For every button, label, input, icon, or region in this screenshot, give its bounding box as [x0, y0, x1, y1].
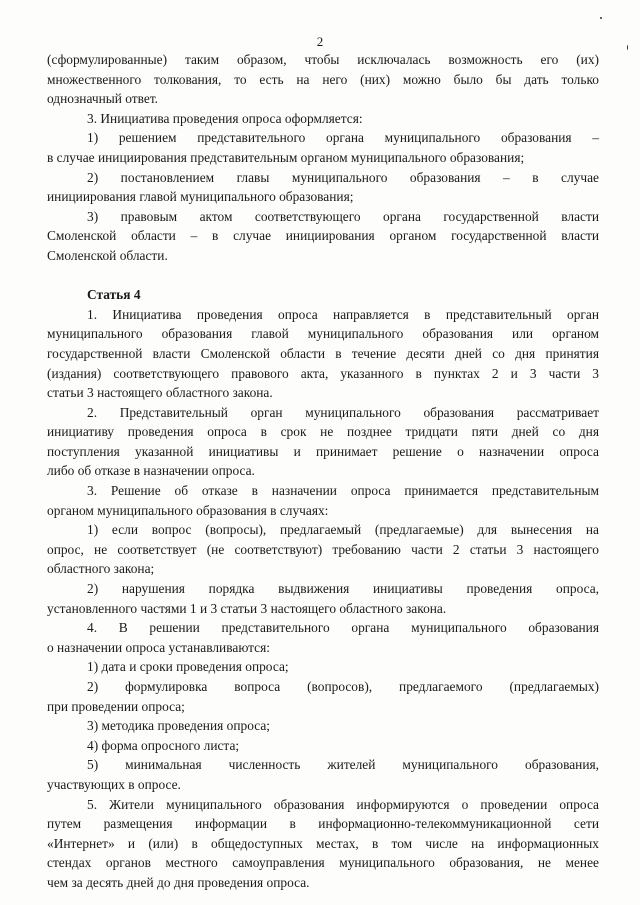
paragraph-line: инициирования главой муниципального образования;: [47, 189, 354, 205]
paragraph-line: однозначный ответ.: [47, 91, 159, 107]
paragraph-line: о назначении опроса устанавливаются:: [47, 639, 270, 655]
paragraph-line: 3. Инициатива проведения опроса оформляется:: [87, 110, 363, 126]
paragraph-line: 2) формулировка вопроса (вопросов), предлагаемого (предлагаемых): [87, 679, 599, 694]
document-body: [47, 50, 599, 893]
paragraph-line: Смоленской области – в случае инициирования органом государственной власти: [47, 228, 599, 244]
paragraph-line: в случае инициирования представительным органом муниципального образования;: [47, 149, 525, 165]
paragraph-line: 2) нарушения порядка выдвижения инициативы проведения опроса,: [87, 581, 599, 597]
paragraph-line: 1. Инициатива проведения опроса направляется в представительный орган: [87, 306, 599, 322]
paragraph-line: областного закона;: [47, 561, 155, 577]
paragraph-line: органом муниципального образования в случаях:: [47, 502, 329, 518]
paragraph-line: путем размещения информации в информационно-телекоммуникационной сети: [47, 816, 599, 832]
paragraph-line: государственной власти Смоленской области в течение десяти дней со дня принятия: [47, 345, 599, 361]
paragraph-line: Смоленской области.: [47, 247, 168, 263]
paragraph-line: 4. В решении представительного органа муниципального образования: [87, 620, 599, 636]
paragraph-line: 5. Жители муниципального образования информируются о проведении опроса: [87, 796, 599, 812]
paragraph-line: 1) если вопрос (вопросы), предлагаемый (предлагаемые) для вынесения на: [87, 522, 599, 538]
page-number: 2: [316, 34, 324, 49]
paragraph-line: (издания) соответствующего правового акта, указанного в пунктах 2 и 3 части 3: [47, 365, 599, 381]
paragraph-line: стендах органов местного самоуправления муниципального образования, не менее: [47, 855, 599, 871]
paragraph-line: 3) правовым актом соответствующего органа государственной власти: [87, 208, 599, 224]
paragraph-line: чем за десять дней до дня проведения опроса.: [47, 874, 310, 890]
paragraph-line: при проведении опроса;: [47, 698, 185, 714]
paragraph-line: 1) дата и сроки проведения опроса;: [87, 659, 289, 675]
paragraph-line: опрос, не соответствует (не соответствуют) требованию части 2 статьи 3 настоящего: [47, 541, 599, 557]
paragraph-line: 1) решением представительного органа муниципального образования –: [87, 130, 599, 146]
paragraph-line: 3) методика проведения опроса;: [87, 718, 270, 734]
article-heading: Статья 4: [87, 287, 141, 303]
paragraph-line: инициативу проведения опроса в срок не позднее тридцати пяти дней со дня: [47, 424, 599, 440]
paragraph-line: 3. Решение об отказе в назначении опроса принимается представительным: [87, 483, 599, 499]
scan-speck: [627, 45, 628, 50]
paragraph-line: 4) форма опросного листа;: [87, 737, 240, 753]
scan-speck: [600, 17, 602, 19]
paragraph-line: участвующих в опросе.: [47, 776, 181, 792]
paragraph-line: множественного толкования, то есть на него (них) можно было бы дать только: [47, 71, 599, 87]
paragraph-line: 5) минимальная численность жителей муниципального образования,: [87, 757, 599, 773]
paragraph-line: муниципального образования главой муниципального образования или органом: [47, 326, 599, 342]
paragraph-line: либо об отказе в назначении опроса.: [47, 463, 255, 479]
paragraph-line: 2. Представительный орган муниципального образования рассматривает: [87, 404, 599, 420]
paragraph-line: установленного частями 1 и 3 статьи 3 настоящего областного закона.: [47, 600, 447, 616]
paragraph-line: 2) постановлением главы муниципального образования – в случае: [87, 169, 599, 185]
paragraph-line: «Интернет» и (или) в общедоступных местах, в том числе на информационных: [47, 835, 599, 851]
paragraph-line: (сформулированные) таким образом, чтобы исключалась возможность его (их): [47, 52, 599, 67]
paragraph-line: поступления указанной инициативы и принимает решение о назначении опроса: [47, 443, 599, 459]
paragraph-line: статьи 3 настоящего областного закона.: [47, 385, 273, 401]
